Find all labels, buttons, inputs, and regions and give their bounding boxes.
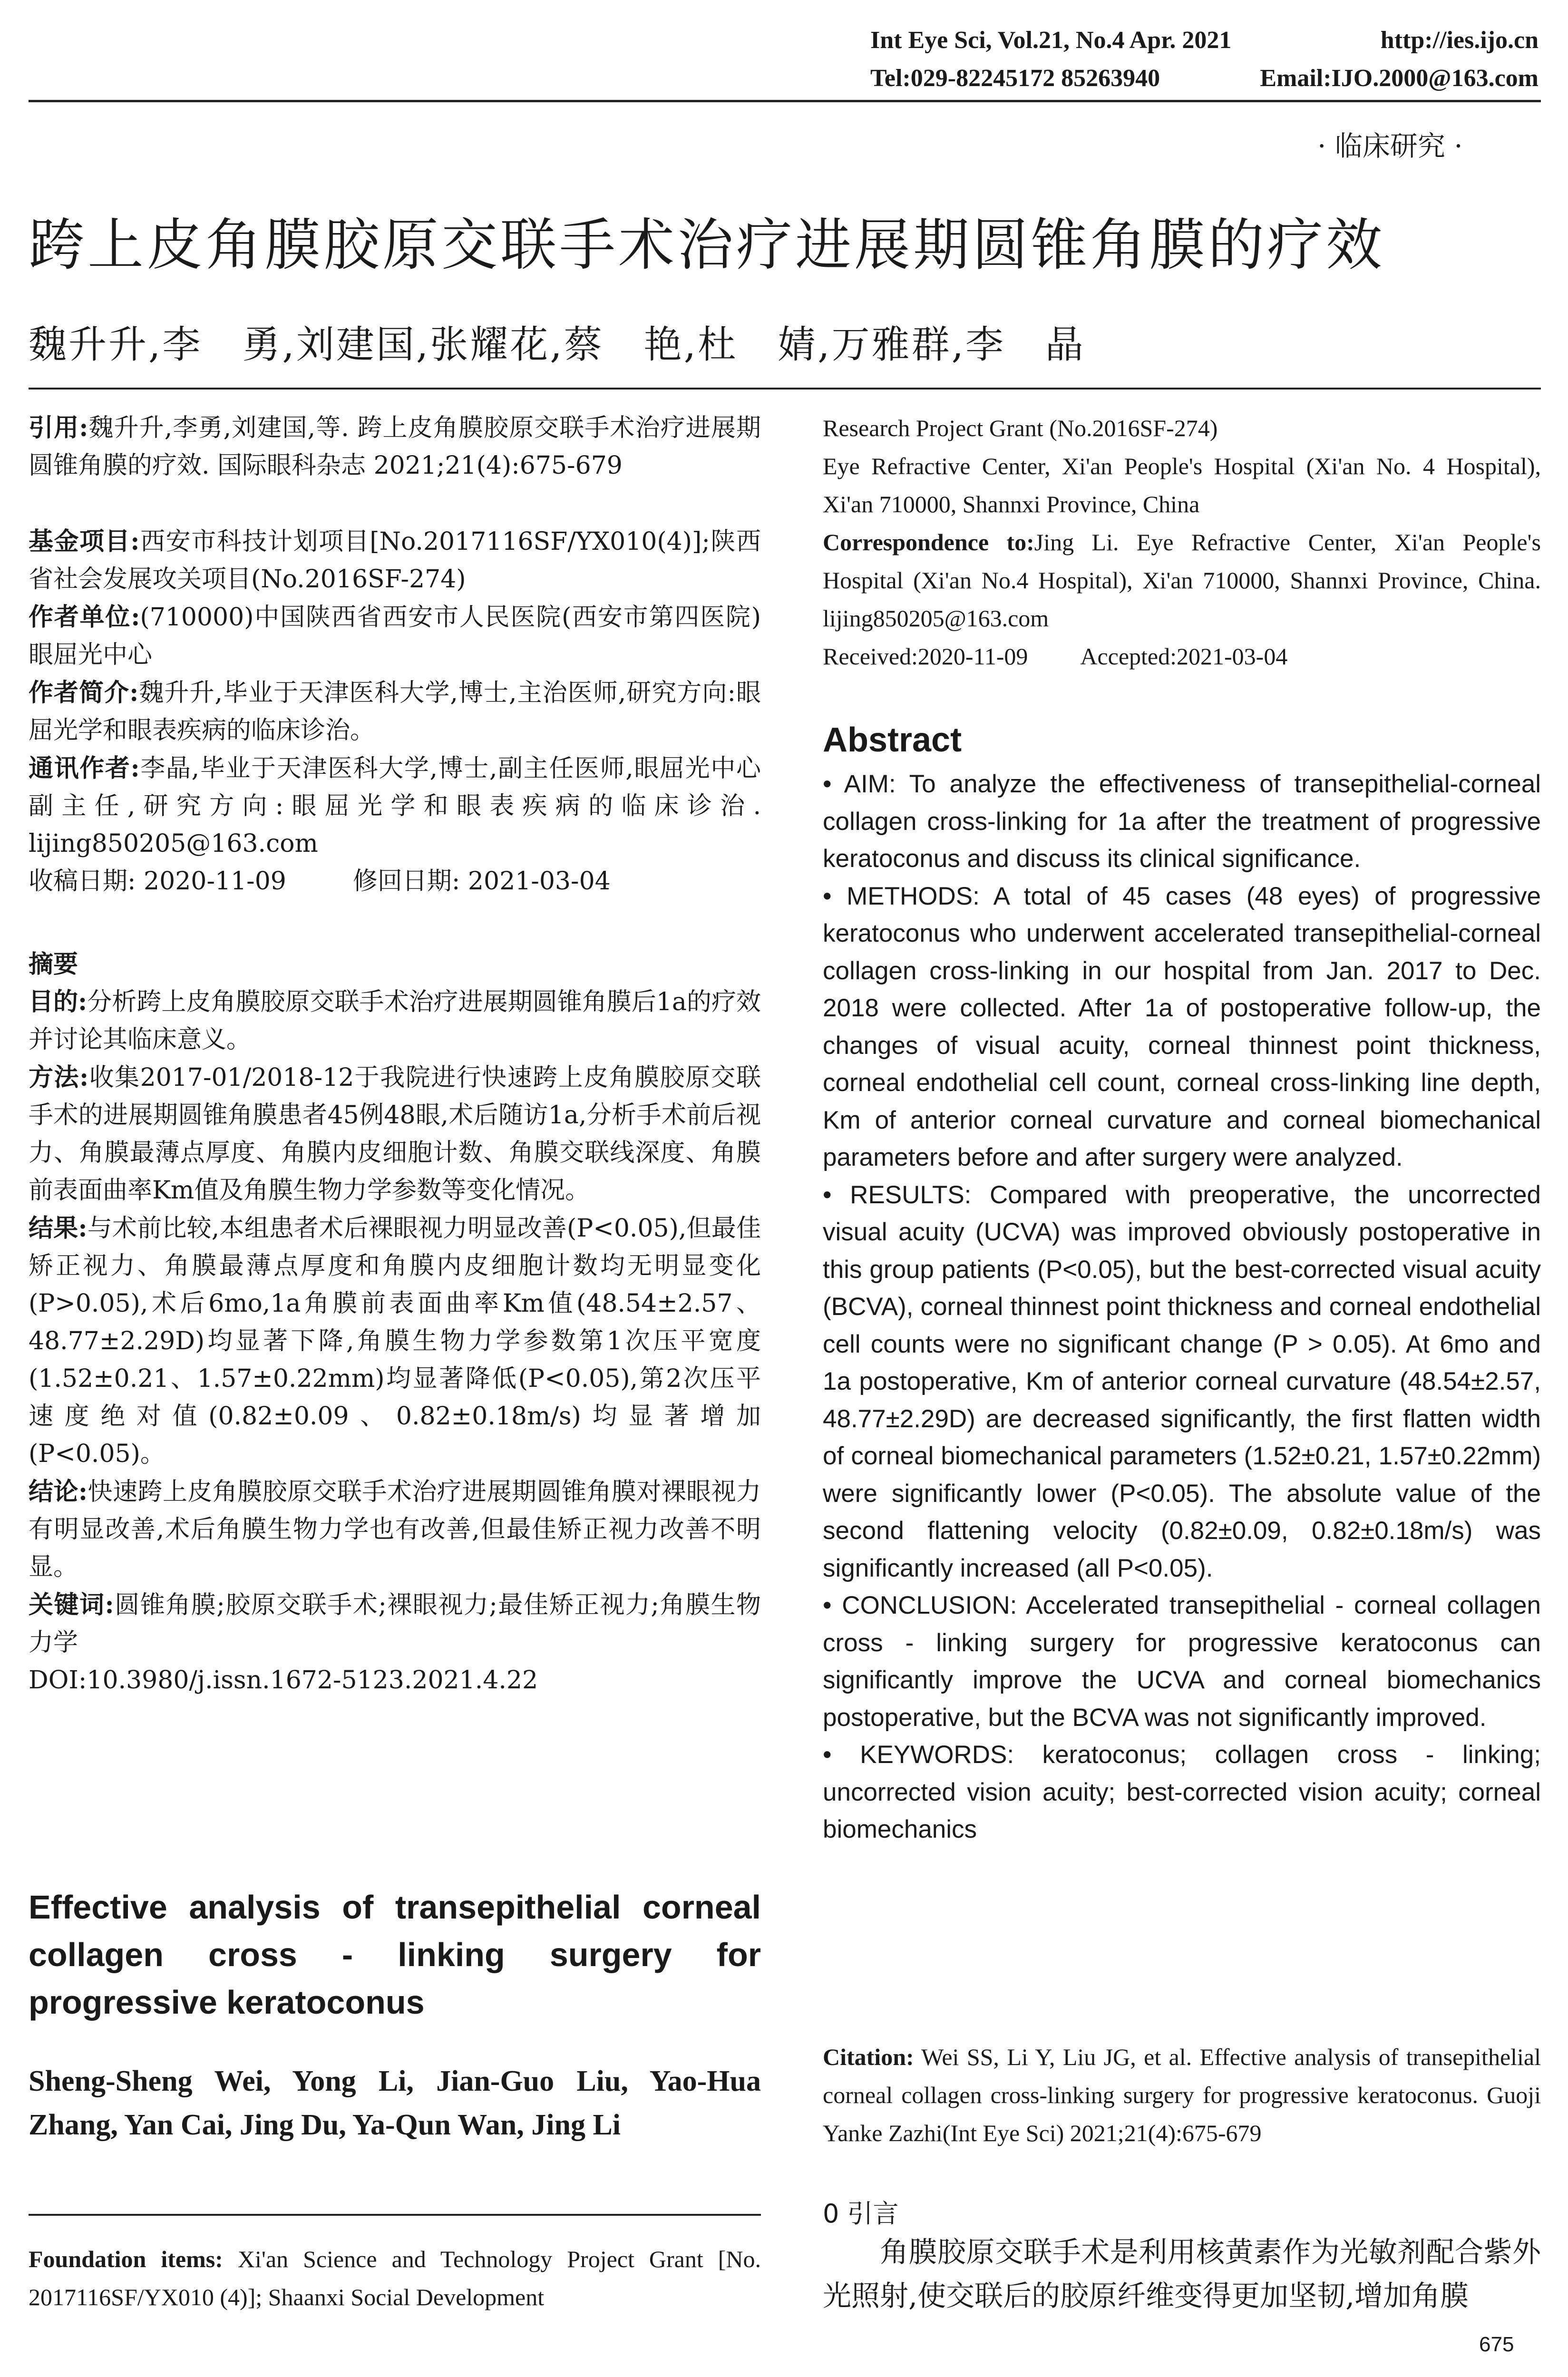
foundation-rule	[29, 2214, 761, 2216]
page-number: 675	[1479, 2333, 1514, 2356]
journal-email[interactable]: Email:IJO.2000@163.com	[1260, 65, 1539, 92]
conclusion-en: • CONCLUSION: Accelerated transepithelial - corneal collagen cross - linking surgery for progressive keratoconus can significantly improve the UCVA and corneal biomechanics postoperative, but the BCVA was not significantly improved.	[823, 1591, 1541, 1732]
aim-cn: 目的:分析跨上皮角膜胶原交联手术治疗进展期圆锥角膜后1a的疗效并讨论其临床意义。	[29, 987, 761, 1054]
intro-body: 角膜胶原交联手术是利用核黄素作为光敏剂配合紫外光照射,使交联后的胶原纤维变得更加坚韧,增加角膜	[823, 2236, 1541, 2313]
abstract-heading: Abstract	[823, 721, 962, 759]
abstract-head-cn: 摘要	[29, 950, 78, 979]
journal-contact	[870, 64, 1539, 93]
article-title: 跨上皮角膜胶原交联手术治疗进展期圆锥角膜的疗效	[29, 212, 1385, 278]
left-column	[29, 409, 761, 1699]
english-authors: Sheng-Sheng Wei, Yong Li, Jian-Guo Liu, Yao-Hua Zhang, Yan Cai, Jing Du, Ya-Qun Wan, Jing Li	[29, 2065, 761, 2141]
methods-cn: 方法:收集2017-01/2018-12于我院进行快速跨上皮角膜胶原交联手术的进展期圆锥角膜患者45例48眼,术后随访1a,分析手术前后视力、角膜最薄点厚度、角膜内皮细胞计数、角膜交联线深度、角膜前表面曲率Km值及角膜生物力学参数等变化情况。	[29, 1063, 761, 1205]
intro-heading: 0 引言	[823, 2199, 899, 2229]
results-cn: 结果:与术前比较,本组患者术后裸眼视力明显改善(P<0.05),但最佳矫正视力、角膜最薄点厚度和角膜内皮细胞计数均无明显变化(P>0.05),术后6mo,1a角膜前表面曲率Km值(48.54±2.57、48.77±2.29D)均显著下降,角膜生物力学参数第1次压平宽度(1.52±0.21、1.57±0.22mm)均显著降低(P<0.05),第2次压平速度绝对值(0.82±0.09、0.82±0.18m/s)均显著增加(P<0.05)。	[29, 1214, 761, 1468]
aim-en: • AIM: To analyze the effectiveness of transepithelial-corneal collagen cross-linking for 1a after the treatment of progressive keratoconus and discuss its clinical significance.	[823, 770, 1541, 873]
doi[interactable]: DOI:10.3980/j.issn.1672-5123.2021.4.22	[29, 1666, 538, 1695]
journal-url[interactable]: http://ies.ijo.cn	[1380, 27, 1539, 54]
right-front-matter	[823, 409, 1541, 675]
foundation-items: Foundation items: Xi'an Science and Technology Project Grant [No. 2017116SF/YX010 (4)]; Shaanxi Social Development	[29, 2246, 761, 2310]
foundation-continued: Research Project Grant (No.2016SF-274)	[823, 415, 1218, 441]
journal-header	[870, 26, 1539, 55]
conclusion-cn: 结论:快速跨上皮角膜胶原交联手术治疗进展期圆锥角膜对裸眼视力有明显改善,术后角膜生物力学也有改善,但最佳矫正视力改善不明显。	[29, 1477, 761, 1581]
dates-cn: 收稿日期: 2020-11-09 修回日期: 2021-03-04	[29, 867, 611, 896]
unit-cn: 作者单位:(710000)中国陕西省西安市人民医院(西安市第四医院)眼屈光中心	[29, 603, 761, 669]
keywords-cn: 关键词:圆锥角膜;胶原交联手术;裸眼视力;最佳矫正视力;角膜生物力学	[29, 1590, 761, 1657]
affiliation-en: Eye Refractive Center, Xi'an People's Hospital (Xi'an No. 4 Hospital), Xi'an 710000, Shannxi Province, China	[823, 453, 1541, 517]
journal-info: Int Eye Sci, Vol.21, No.4 Apr. 2021	[870, 27, 1232, 54]
citation-en: Citation: Wei SS, Li Y, Liu JG, et al. Effective analysis of transepithelial corneal collagen cross-linking surgery for progressive keratoconus. Guoji Yanke Zazhi(Int Eye Sci) 2021;21(4):675-679	[823, 2044, 1541, 2146]
header-rule	[29, 100, 1541, 102]
correspondence-en: Correspondence to:Jing Li. Eye Refractive Center, Xi'an People's Hospital (Xi'an No.4 Hospital), Xi'an 710000, Shannxi Province, China. lijing850205@163.com	[823, 529, 1541, 632]
dates-en: Received:2020-11-09 Accepted:2021-03-04	[823, 643, 1288, 670]
keywords-en: • KEYWORDS: keratoconus; collagen cross - linking; uncorrected vision acuity; best-corrected vision acuity; corneal biomechanics	[823, 1741, 1541, 1843]
methods-en: • METHODS: A total of 45 cases (48 eyes) of progressive keratoconus who underwent accelerated transepithelial-corneal collagen cross-linking in our hospital from Jan. 2017 to Dec. 2018 were collected. After 1a of postoperative follow-up, the changes of visual acuity, corneal thinnest point thickness, corneal endothelial cell count, corneal cross-linking line depth, Km of anterior corneal curvature and corneal biomechanical parameters before and after surgery were analyzed.	[823, 882, 1541, 1171]
title-rule	[29, 388, 1541, 390]
citation-cn: 引用:魏升升,李勇,刘建国,等. 跨上皮角膜胶原交联手术治疗进展期圆锥角膜的疗效. 国际眼科杂志 2021;21(4):675-679	[29, 413, 761, 480]
corr-cn: 通讯作者:李晶,毕业于天津医科大学,博士,副主任医师,眼屈光中心副主任,研究方向:眼屈光学和眼表疾病的临床诊治. lijing850205@163.com	[29, 754, 761, 858]
bio-cn: 作者简介:魏升升,毕业于天津医科大学,博士,主治医师,研究方向:眼屈光学和眼表疾病的临床诊治。	[29, 678, 761, 745]
english-abstract	[823, 766, 1541, 1849]
journal-tel: Tel:029-82245172 85263940	[870, 65, 1160, 92]
results-en: • RESULTS: Compared with preoperative, the uncorrected visual acuity (UCVA) was improved obviously postoperative in this group patients (P<0.05), but the best-corrected visual acuity (BCVA), corneal thinnest point thickness and corneal endothelial cell counts were no significant change (P > 0.05). At 6mo and 1a postoperative, Km of anterior corneal curvature (48.54±2.57, 48.77±2.29D) are decreased significantly, the first flatten width of corneal biomechanical parameters (1.52±0.21, 1.57±0.22mm) were significantly lower (P<0.05). The absolute value of the second flattening velocity (0.82±0.09, 0.82±0.18m/s) was significantly increased (all P<0.05).	[823, 1180, 1541, 1582]
section-tag: · 临床研究 ·	[1317, 130, 1463, 162]
author-list: 魏升升,李 勇,刘建国,张耀花,蔡 艳,杜 婧,万雅群,李 晶	[29, 322, 1086, 367]
english-title: Effective analysis of transepithelial corneal collagen cross - linking surgery for progressive keratoconus	[29, 1889, 761, 2021]
fund-cn: 基金项目:西安市科技计划项目[No.2017116SF/YX010(4)];陕西省社会发展攻关项目(No.2016SF-274)	[29, 527, 761, 594]
